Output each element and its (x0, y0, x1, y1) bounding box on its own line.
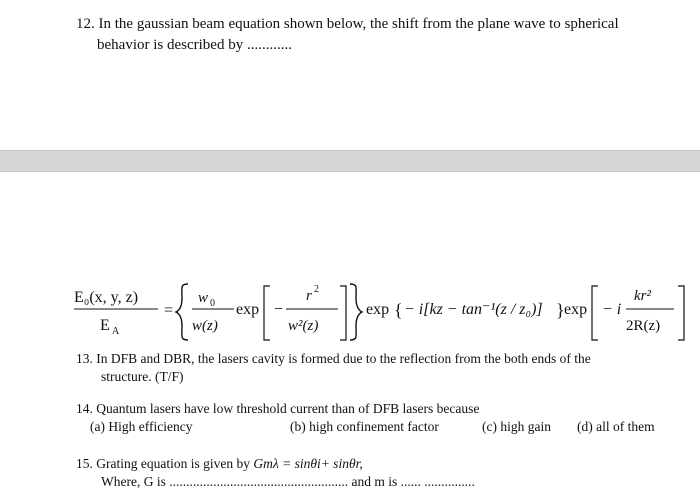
q14-option-c: (c) high gain (482, 419, 551, 434)
eq-minus-i: − i (602, 301, 622, 318)
eq-lhs-denominator-sub: A (112, 326, 120, 337)
eq-exp-3: exp (564, 301, 588, 318)
eq-phase-close-brace: } (556, 300, 565, 320)
eq-f1-numerator-sub: 0 (210, 298, 215, 309)
q15-formula: Gmλ = sinθi+ sinθr, (253, 456, 363, 471)
section-divider (0, 150, 700, 172)
q15-line2 (101, 473, 475, 491)
eq-right-brace (350, 284, 362, 340)
eq-f1-denominator: w(z) (192, 318, 218, 334)
q14-option-b: (b) high confinement factor (290, 419, 439, 434)
q15-prefix: 15. Grating equation is given by (76, 456, 254, 471)
eq-right-bracket (340, 286, 346, 340)
q14-option-a: (a) High efficiency (90, 419, 193, 434)
gaussian-beam-equation (74, 278, 694, 346)
eq-f3-denominator: 2R(z) (626, 318, 661, 334)
eq-exp-1: exp (236, 301, 260, 318)
q12-line1: 12. In the gaussian beam equation shown below, the shift from the plane wave to spherical (76, 16, 619, 32)
q14-stem: 14. Quantum lasers have low threshold current than of DFB lasers because (76, 401, 480, 416)
eq-minus: − (274, 301, 284, 318)
eq-left-bracket (264, 286, 270, 340)
eq-left-bracket-2 (592, 286, 598, 340)
q15-line1 (76, 455, 363, 473)
eq-f2-numerator-sup: 2 (314, 284, 319, 295)
eq-f1-numerator: w (198, 290, 209, 306)
eq-equals: = (164, 302, 174, 319)
eq-phase-open-brace: { (394, 300, 403, 320)
q15-blank-g: Where, G is ..................................................... (101, 474, 349, 489)
q12-line2: behavior is described by ............ (97, 37, 292, 53)
eq-right-bracket-2 (678, 286, 684, 340)
eq-f2-numerator: r (306, 288, 312, 304)
eq-exp-2: exp (366, 301, 390, 318)
eq-phase: − i[kz − tan⁻¹(z / z₀)] (404, 301, 543, 318)
eq-f3-numerator: kr² (634, 288, 651, 304)
eq-lhs-numerator: E₀(x, y, z) (74, 289, 139, 306)
q14-option-d: (d) all of them (577, 419, 655, 434)
eq-f2-denominator: w²(z) (288, 318, 319, 334)
q13-line1: 13. In DFB and DBR, the lasers cavity is formed due to the reflection from the both ends of the (76, 351, 591, 366)
eq-lhs-denominator: E (100, 317, 110, 334)
q13-line2: structure. (T/F) (101, 369, 184, 384)
eq-left-brace (176, 284, 188, 340)
q15-blank-m: and m is ...... ............... (348, 474, 475, 489)
